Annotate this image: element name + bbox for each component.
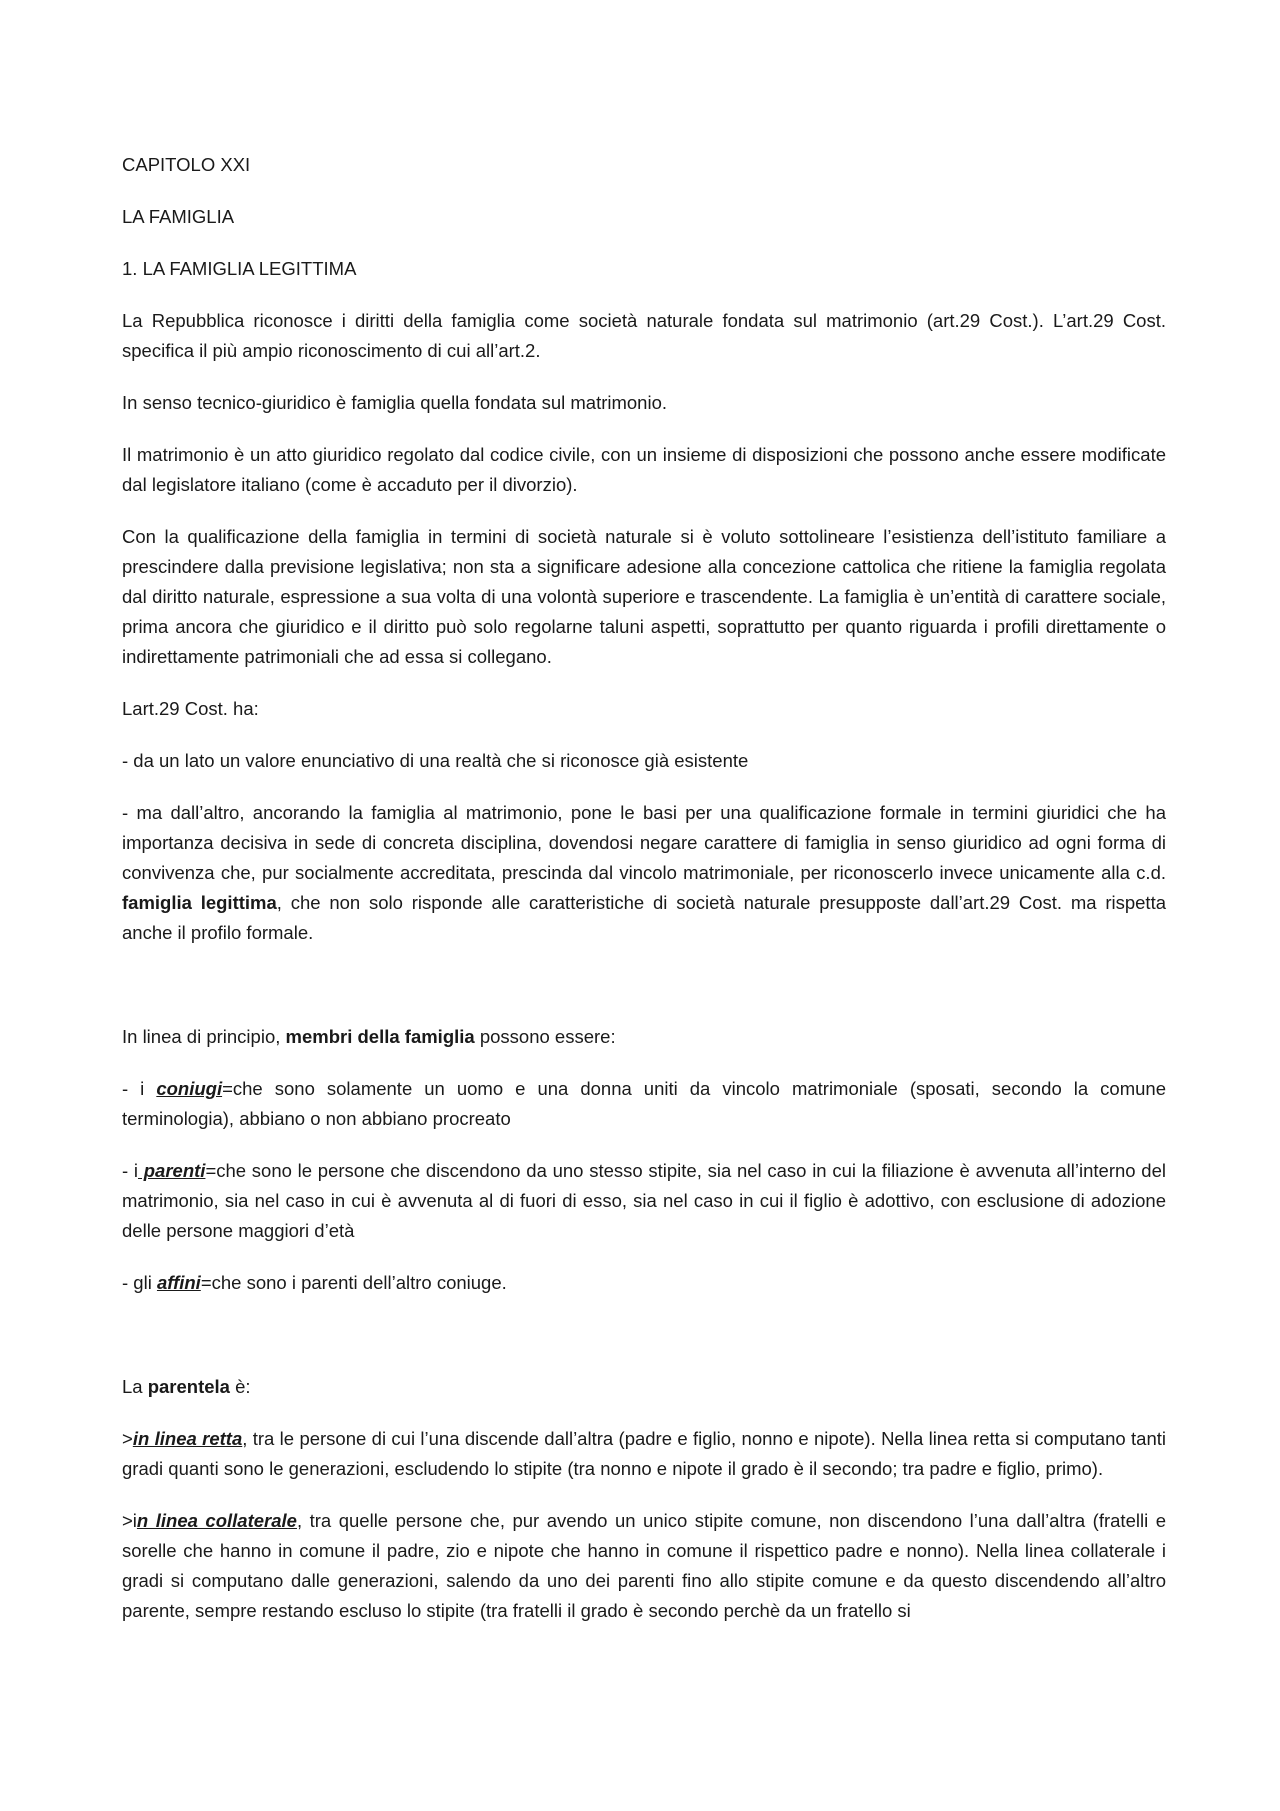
text-segment: =che sono le persone che discendono da uno stesso stipite, sia nel caso in cui la filiazione è avvenuta all’interno del matrimonio, sia nel caso in cui è avvenuta al di fuori di esso, sia nel caso in cui il figlio è adottivo, con esclusione di adozione delle persone maggiori d’età	[122, 1160, 1167, 1241]
text-segment: - ma dall’altro, ancorando la famiglia al matrimonio, pone le basi per una qualificazione formale in termini giuridici che ha importanza decisiva in sede di concreta disciplina, dovendosi negare carattere di famiglia in senso giuridico ad ogni forma di convivenza che, pur socialmente accreditata, prescinda dal vincolo matrimoniale, per riconoscerlo invece unicamente alla c.d.	[122, 802, 1166, 883]
paragraph-parentela	[122, 1372, 1166, 1402]
bold-term-membri: membri della famiglia	[285, 1026, 475, 1047]
text-segment: La	[122, 1376, 148, 1397]
list-item-linea-collaterale	[122, 1506, 1166, 1626]
text-segment: >	[122, 1428, 133, 1449]
text-segment: =che sono i parenti dell’altro coniuge.	[200, 1272, 507, 1293]
bold-term-famiglia-legittima: famiglia legittima	[122, 892, 277, 913]
list-item-parenti	[122, 1156, 1166, 1246]
list-item-linea-retta	[122, 1424, 1166, 1484]
term-linea-retta: in linea retta	[132, 1428, 243, 1449]
text-segment: >i	[122, 1510, 137, 1531]
paragraph-membri	[122, 1022, 1166, 1052]
term-affini: affini	[156, 1272, 201, 1293]
paragraph-societa-naturale: Con la qualificazione della famiglia in termini di società naturale si è voluto sottolineare l’esistienza dell’istituto familiare a prescindere dalla previsione legislativa; non sta a significare adesione alla concezione cattolica che ritiene la famiglia regolata dal diritto naturale, espressione a sua volta di una volontà superiore e trascendente. La famiglia è un’entità di carattere sociale, prima ancora che giuridico e il diritto può solo regolarne taluni aspetti, soprattutto per quanto riguarda i profili direttamente o indirettamente patrimoniali che ad essa si collegano.	[122, 526, 1166, 667]
list-item-coniugi	[122, 1074, 1166, 1134]
term-parenti: parenti	[138, 1160, 206, 1181]
bold-term-parentela: parentela	[147, 1376, 230, 1397]
paragraph-art29: La Repubblica riconosce i diritti della famiglia come società naturale fondata sul matrimonio (art.29 Cost.). L’art.29 Cost. specifica il più ampio riconoscimento di cui all’art.2.	[122, 310, 1166, 361]
term-coniugi: coniugi	[156, 1078, 223, 1099]
list-item-valore-enunciativo: - da un lato un valore enunciativo di una realtà che si riconosce già esistente	[122, 750, 749, 771]
text-segment: - gli	[122, 1272, 157, 1293]
text-segment: possono essere:	[474, 1026, 616, 1047]
document-page	[122, 150, 1166, 1648]
term-linea-collaterale: n linea collaterale	[136, 1510, 297, 1531]
text-segment: , che non solo risponde alle caratteristiche di società naturale presupposte dall’art.29 Cost. ma rispetta anche il profilo formale.	[122, 892, 1166, 943]
list-item-qualificazione-formale	[122, 798, 1166, 948]
text-segment: =che sono solamente un uomo e una donna uniti da vincolo matrimoniale (sposati, secondo la comune terminologia), abbiano o non abbiano procreato	[122, 1078, 1166, 1129]
text-segment: In linea di principio,	[122, 1026, 286, 1047]
paragraph-matrimonio: Il matrimonio è un atto giuridico regolato dal codice civile, con un insieme di disposizioni che possono anche essere modificate dal legislatore italiano (come è accaduto per il divorzio).	[122, 444, 1166, 495]
paragraph-senso-tecnico: In senso tecnico-giuridico è famiglia quella fondata sul matrimonio.	[122, 392, 668, 413]
list-item-affini	[122, 1268, 1166, 1298]
chapter-heading: CAPITOLO XXI	[122, 154, 251, 175]
paragraph-art29-ha: Lart.29 Cost. ha:	[122, 698, 259, 719]
text-segment: - i	[122, 1160, 139, 1181]
text-segment: - i	[122, 1078, 157, 1099]
text-segment: , tra quelle persone che, pur avendo un unico stipite comune, non discendono l’una dall’altra (fratelli e sorelle che hanno in comune il padre, zio e nipote che hanno in comune il rispettico padre e nonno). Nella linea collaterale i gradi si computano dalle generazioni, salendo da uno dei parenti fino allo stipite comune e da questo discendendo all’altro parente, sempre restando escluso lo stipite (tra fratelli il grado è secondo perchè da un fratello si	[122, 1510, 1167, 1621]
spacer	[122, 970, 1166, 1022]
text-segment: , tra le persone di cui l’una discende dall’altra (padre e figlio, nonno e nipote). Nella linea retta si computano tanti gradi quanti sono le generazioni, escludendo lo stipite (tra nonno e nipote il grado è il secondo; tra padre e figlio, primo).	[122, 1428, 1166, 1479]
spacer	[122, 1320, 1166, 1372]
section-heading: 1. LA FAMIGLIA LEGITTIMA	[122, 258, 357, 279]
chapter-title: LA FAMIGLIA	[122, 206, 235, 227]
text-segment: è:	[229, 1376, 251, 1397]
